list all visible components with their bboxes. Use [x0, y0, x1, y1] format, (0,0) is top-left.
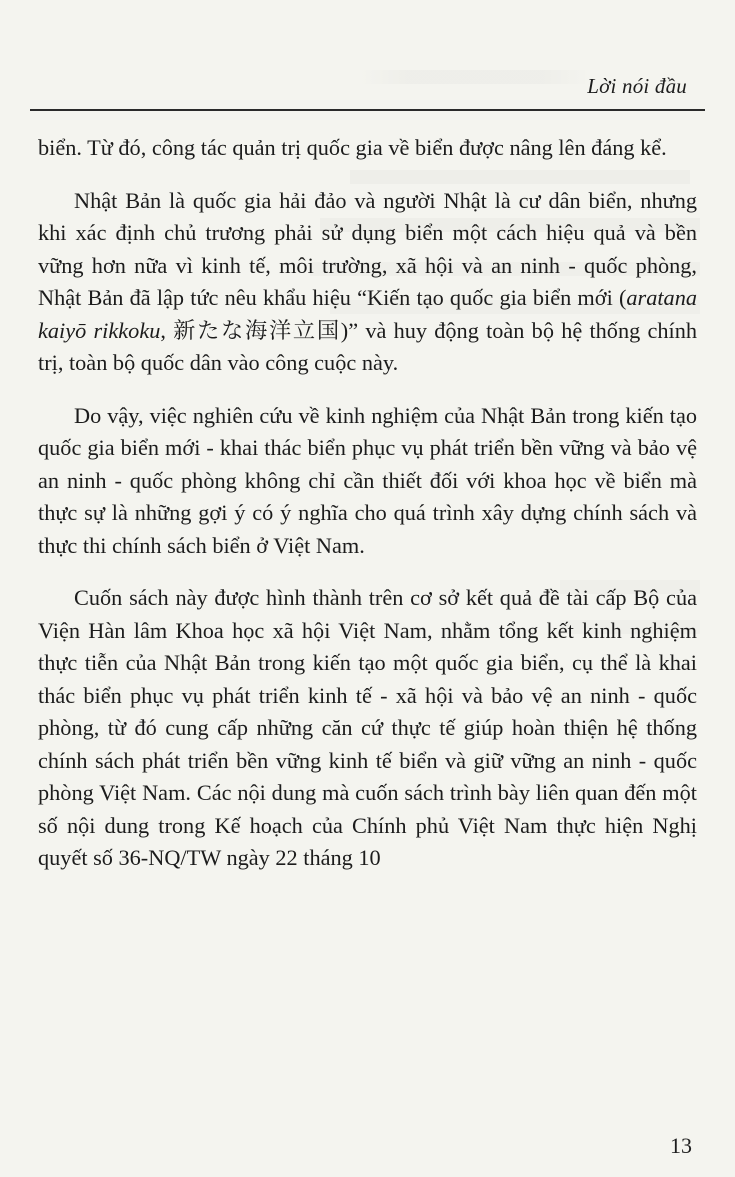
- page-number: 13: [670, 1133, 692, 1158]
- body-text: [38, 132, 697, 875]
- paragraph-4: Cuốn sách này được hình thành trên cơ sở kết quả đề tài cấp Bộ của Viện Hàn lâm Khoa học xã hội Việt Nam, nhằm tổng kết kinh nghiệm thực tiễn của Nhật Bản trong kiến tạo một quốc gia biển, cụ thể là khai thác biển phục vụ phát triển kinh tế - xã hội và bảo vệ an ninh - quốc phòng, từ đó cung cấp những căn cứ thực tế giúp hoàn thiện hệ thống chính sách phát triển bền vững kinh tế biển và giữ vững an ninh - quốc phòng Việt Nam. Các nội dung mà cuốn sách trình bày liên quan đến một số nội dung trong Kế hoạch của Chính phủ Việt Nam thực hiện Nghị quyết số 36-NQ/TW ngày 22 tháng 10: [38, 585, 697, 870]
- paragraph-1: biển. Từ đó, công tác quản trị quốc gia về biển được nâng lên đáng kể.: [38, 135, 667, 160]
- paragraph-2-romanization: aratana kaiyō rikkoku: [38, 285, 697, 343]
- paragraph-2: [38, 185, 697, 380]
- paragraph-2-text-end: , 新たな海洋立国)” và huy động toàn bộ hệ thống chính trị, toàn bộ quốc dân vào công cuộc này.: [38, 317, 698, 375]
- paragraph-2-text-start: Nhật Bản là quốc gia hải đảo và người Nhật là cư dân biển, nhưng khi xác định chủ trương phải sử dụng biển một cách hiệu quả và bền vững hơn nữa vì kinh tế, môi trường, xã hội và an ninh - quốc phòng, Nhật Bản đã lập tức nêu khẩu hiệu “Kiến tạo quốc gia biển mới (: [38, 187, 697, 310]
- header-rule: [30, 109, 705, 111]
- paragraph-3: Do vậy, việc nghiên cứu về kinh nghiệm của Nhật Bản trong kiến tạo quốc gia biển mới - khai thác biển phục vụ phát triển bền vững và bảo vệ an ninh - quốc phòng không chỉ cần thiết đối với khoa học về biển mà thực sự là những gợi ý có ý nghĩa cho quá trình xây dựng chính sách và thực thi chính sách biển ở Việt Nam.: [38, 402, 697, 558]
- running-header-title: Lời nói đầu: [587, 74, 687, 98]
